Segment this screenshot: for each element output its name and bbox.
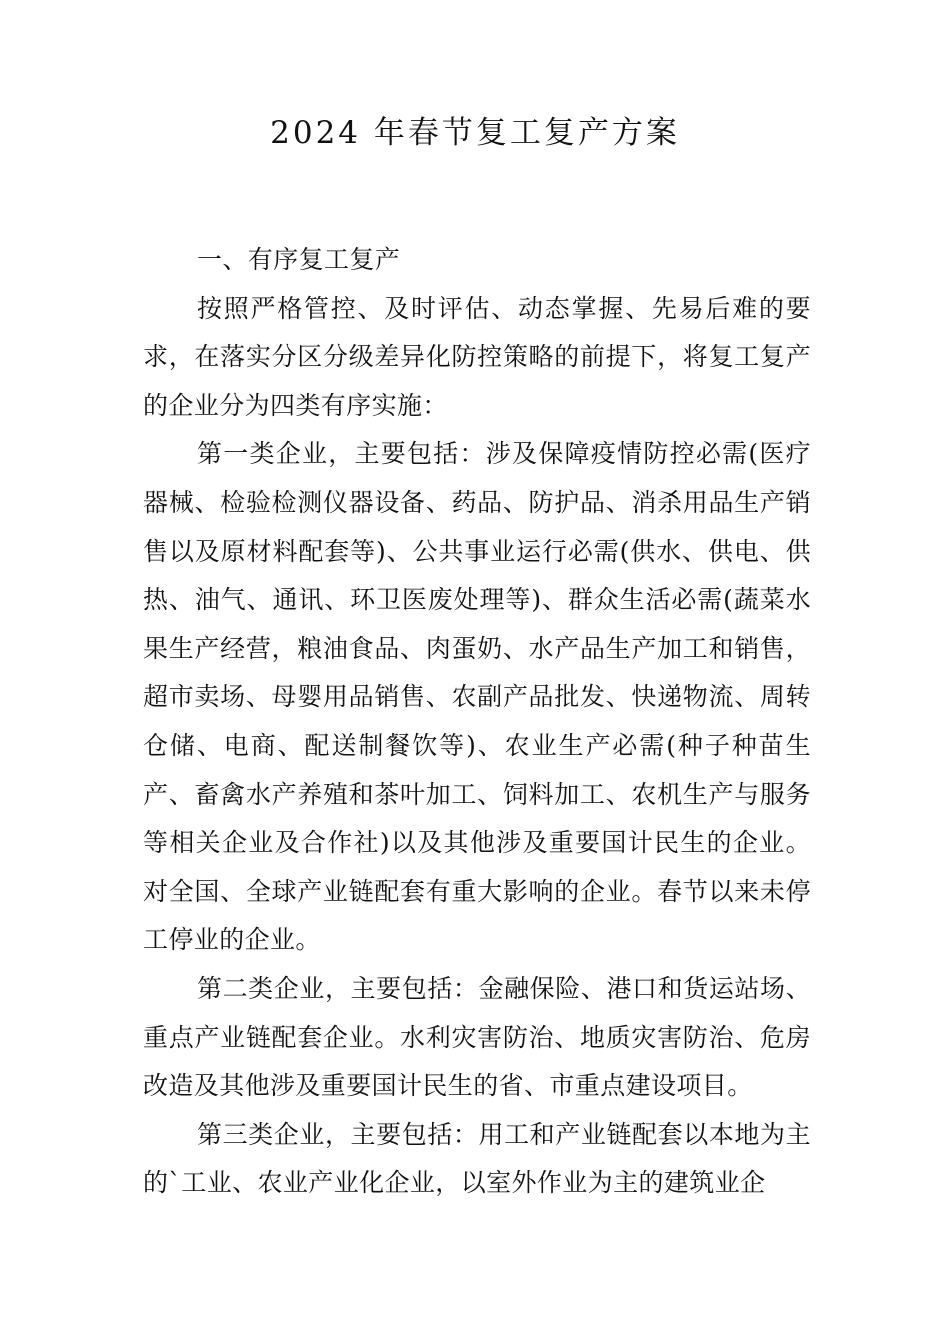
- document-body: [143, 236, 811, 1208]
- paragraph-category-one: 第一类企业，主要包括：涉及保障疫情防控必需(医疗器械、检验检测仪器设备、药品、防护品、消杀用品生产销售以及原材料配套等)、公共事业运行必需(供水、供电、供热、油气、通讯、环卫医废处理等)、群众生活必需(蔬菜水果生产经营，粮油食品、肉蛋奶、水产品生产加工和销售，超市卖场、母婴用品销售、农副产品批发、快递物流、周转仓储、电商、配送制餐饮等)、农业生产必需(种子种苗生产、畜禽水产养殖和茶叶加工、饲料加工、农机生产与服务等相关企业及合作社)以及其他涉及重要国计民生的企业。对全国、全球产业链配套有重大影响的企业。春节以来未停工停业的企业。: [143, 439, 811, 955]
- paragraph-intro: 按照严格管控、及时评估、动态掌握、先易后难的要求，在落实分区分级差异化防控策略的前提下，将复工复产的企业分为四类有序实施：: [143, 293, 811, 420]
- document-title: 2024 年春节复工复产方案: [270, 115, 680, 151]
- section-heading: 一、有序复工复产: [197, 245, 401, 274]
- paragraph-category-two: 第二类企业，主要包括：金融保险、港口和货运站场、重点产业链配套企业。水利灾害防治、地质灾害防治、危房改造及其他涉及重要国计民生的省、市重点建设项目。: [143, 973, 811, 1101]
- paragraph-category-three: 第三类企业，主要包括：用工和产业链配套以本地为主的`工业、农业产业化企业，以室外作业为主的建筑业企: [143, 1119, 811, 1198]
